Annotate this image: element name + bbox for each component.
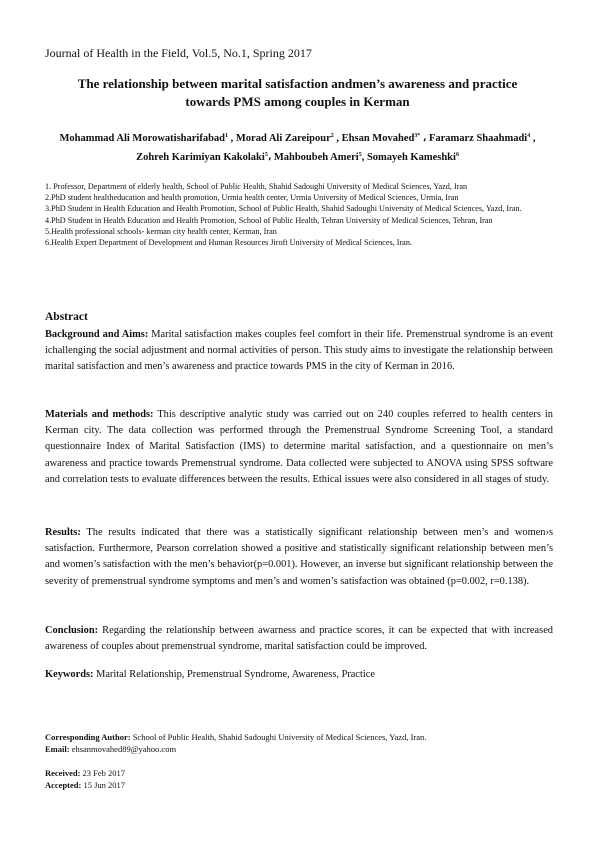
keywords-text: Marital Relationship, Premenstrual Syndrome, Awareness, Practice bbox=[93, 669, 376, 680]
email-line: Email: ehsanmovahed89@yahoo.com bbox=[45, 743, 177, 754]
affiliation-2: 2.PhD student healtheducation and health promotion, Urmia health center, Urmia University of Medical Sciences, Urmia, Iran bbox=[45, 193, 459, 203]
author-7: Somayeh Kameshki$^6$ bbox=[366, 152, 459, 163]
affiliation-1: 1. Professor, Department of elderly health, School of Public Health, Shahid Sadoughi University of Medical Sciences, Yazd, Iran bbox=[45, 182, 468, 191]
methods-label: Materials and methods: bbox=[45, 409, 154, 420]
title-line-1: The relationship between marital satisfaction andmen’s awareness and practice bbox=[77, 76, 518, 91]
accepted-date: Accepted: 15 Jun 2017 bbox=[45, 779, 126, 790]
abstract-background bbox=[45, 327, 553, 376]
affiliation-3: 3.PhD Student in Health Education and Health Promotion, School of Public Health, Shahid Sadoughi University of Medical Sciences, Yazd, Iran. bbox=[45, 204, 522, 214]
results-label: Results: bbox=[45, 527, 81, 538]
author-list bbox=[40, 129, 555, 167]
abstract-keywords bbox=[45, 667, 553, 683]
results-text: The results indicated that there was a statistically significant relationship between men’s and women›s satisfaction. Furthermore, Pearson correlation showed a positive and statistically significant relationship between men’s and women’s satisfaction with the men’s behavior(p=0.001). However, an inverse but significant relationship between the severity of premenstrual syndrome symptoms and men’s and women’s satisfaction was obtained (p=0.002, r=0.138). bbox=[45, 527, 553, 587]
author-3: Ehsan Movahed$^{3*}$ ، bbox=[341, 133, 429, 144]
abstract-results bbox=[45, 525, 553, 590]
journal-header: Journal of Health in the Field, Vol.5, No.1, Spring 2017 bbox=[45, 46, 312, 60]
received-date: Received: 23 Feb 2017 bbox=[45, 768, 126, 778]
abstract-conclusion bbox=[45, 623, 553, 655]
affiliation-6: 6.Health Expert Department of Development and Human Resources Jiroft University of Medical Sciences, Iran. bbox=[45, 238, 412, 248]
author-5: Zohreh Karimiyan Kakolaki$^5$، bbox=[136, 152, 274, 163]
corresponding-author: Corresponding Author: School of Public Health, Shahid Sadoughi University of Medical Sciences, Yazd, Iran. bbox=[45, 732, 427, 742]
background-label: Background and Aims: bbox=[45, 329, 149, 340]
dates-info bbox=[45, 768, 553, 791]
background-text: Marital satisfaction makes couples feel comfort in their life. Premenstrual syndrome is an event ichallenging the social adjustment and normal activities of person. This study aims to investigate the relationship between marital satisfaction and men’s awareness and practice towards PMS in the city of Kerman in 2016. bbox=[45, 329, 553, 373]
email-address[interactable]: ehsanmovahed89@yahoo.com bbox=[69, 743, 177, 754]
author-4: Faramarz Shaahmadi$^4$ , bbox=[428, 133, 536, 144]
abstract-heading: Abstract bbox=[45, 311, 88, 323]
paper-title bbox=[40, 75, 555, 111]
conclusion-text: Regarding the relationship between awarness and practice scores, it can be expected that with increased awareness of couples about premenstrual syndrome, marital satisfaction could be improved. bbox=[45, 625, 553, 653]
conclusion-label: Conclusion: bbox=[45, 625, 99, 636]
affiliation-5: 5.Health professional schools- kerman city health center, Kerman, Iran bbox=[45, 226, 277, 236]
title-line-2: towards PMS among couples in Kerman bbox=[185, 94, 410, 109]
author-1: Mohammad Ali Morowatisharifabad$^1$ , bbox=[59, 133, 236, 144]
corresponding-info bbox=[45, 732, 553, 755]
abstract-methods bbox=[45, 407, 553, 488]
affiliation-4: 4.PhD Student in Health Education and Health Promotion, School of Public Health, Tehran University of Medical Sciences, Tehran, Iran bbox=[45, 215, 493, 225]
methods-text: This descriptive analytic study was carried out on 240 couples referred to health centers in Kerman city. The data collection was performed through the Premenstrual Syndrome Screening Tool, a standard questionnaire Index of Marital Satisfaction (IMS) to determine marital satisfaction, and a questionnaire on men’s awareness and practice towards Premenstrual syndrome. Data collected were subjected to ANOVA using SPSS software and correlation tests to evaluate differences between the results. Ethical issues were also considered in all stages of study. bbox=[45, 409, 554, 485]
author-6: Mahboubeh Ameri$^5$, bbox=[273, 152, 367, 163]
affiliations bbox=[45, 181, 553, 248]
author-2: Morad Ali Zareipour$^2$ , bbox=[235, 133, 342, 144]
keywords-label: Keywords: bbox=[45, 669, 94, 680]
